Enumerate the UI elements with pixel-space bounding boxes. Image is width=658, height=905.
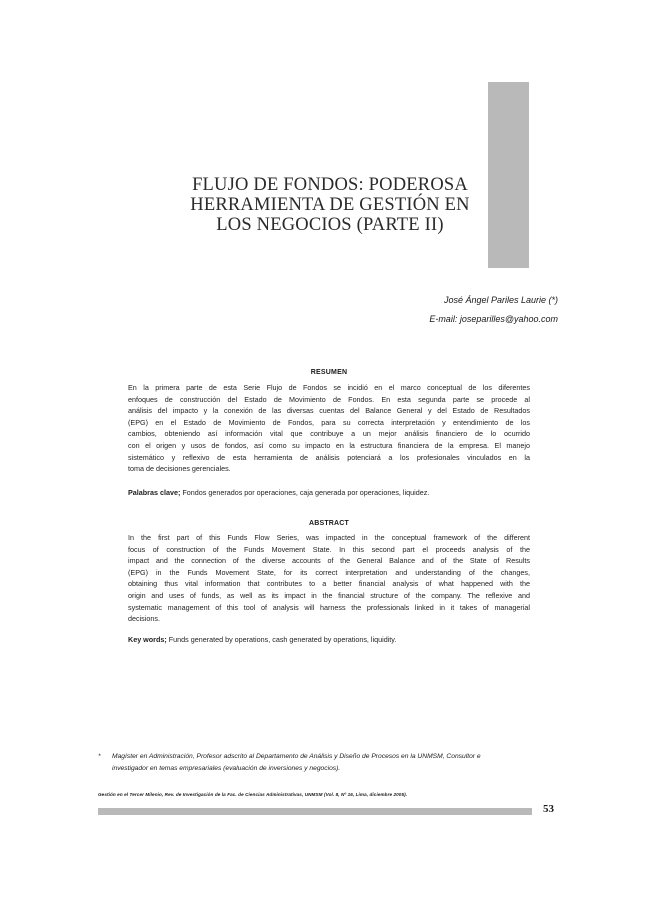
text-line: enfoques de construcción del Estado de Movimiento de Fondos. En esta segunda parte se procede al: [128, 394, 530, 404]
author-name: José Ángel Pariles Laurie (*): [443, 295, 558, 305]
footnote-mark: *: [98, 753, 101, 760]
text-line: In the first part of this Funds Flow Series, was impacted in the conceptual framework of the different: [128, 533, 530, 542]
keywords-text: Funds generated by operations, cash generated by operations, liquidity.: [166, 635, 397, 644]
text-line: systematic management of this tool of analysis will harness the professionals linked in it takes of managerial: [128, 602, 530, 612]
author-footnote: [98, 751, 560, 775]
resumen-keywords: [128, 487, 530, 499]
text-line: obtaining thus vital information that contributes to a better financial analysis of what happened with the: [128, 579, 530, 589]
text-line: impact and the connection of the diverse accounts of the General Balance and of the State of Results: [128, 556, 530, 566]
text-line: análisis del impacto y la conexión de las diversas cuentas del Balance General y del Estado de Resultados: [128, 406, 530, 416]
keywords-label: Key words;: [128, 635, 167, 644]
article-title: [150, 175, 510, 235]
author-email: E-mail: joseparilles@yahoo.com: [429, 314, 558, 324]
text-line: (EPG) en el Estado de Movimiento de Fondos, para su correcta interpretación y entendimiento de los: [128, 417, 530, 427]
abstract-heading: ABSTRACT: [308, 520, 350, 527]
text-line: toma de decisiones gerenciales.: [128, 464, 231, 474]
author-block: [429, 291, 558, 329]
page-number: 53: [543, 803, 554, 815]
text-line: cambios, obteniendo así información vital que contribuye a un mejor análisis financiero de lo ocurrido: [128, 429, 530, 439]
footnote-text: [112, 751, 560, 775]
text-line: En la primera parte de esta Serie Flujo de Fondos se incidió en el marco conceptual de los diferentes: [128, 383, 530, 392]
footnote-line: investigador en temas empresariales (evaluación de inversiones y negocios).: [112, 765, 341, 772]
text-line: focus of construction of the Funds Movement State. In this second part el proceeds analysis of the: [128, 544, 530, 554]
footnote-line: Magíster en Administración, Profesor adscrito al Departamento de Análisis y Diseño de Procesos en la UNMSM, Consultor e: [112, 753, 481, 760]
text-line: sistemático y reflexivo de esta herramienta de análisis potenciará a los profesionales vinculados en la: [128, 452, 530, 462]
title-line: FLUJO DE FONDOS: PODEROSA: [192, 175, 468, 195]
text-line: decisions.: [128, 614, 160, 624]
text-line: con el origen y usos de fondos, así como su impacto en la estructura financiera de la empresa. El manejo: [128, 440, 530, 450]
footer-gray-bar: [98, 808, 532, 815]
keywords-text: Fondos generados por operaciones, caja generada por operaciones, liquidez.: [180, 488, 430, 497]
title-line: LOS NEGOCIOS (PARTE II): [216, 215, 444, 235]
abstract-paragraph: [128, 532, 530, 625]
resumen-heading: RESUMEN: [310, 369, 348, 376]
resumen-paragraph: [128, 382, 530, 475]
text-line: (EPG) in the Funds Movement State, for its correct interpretation and understanding of the changes,: [128, 567, 530, 577]
keywords-label: Palabras clave;: [128, 488, 181, 497]
title-line: HERRAMIENTA DE GESTIÓN EN: [190, 195, 470, 215]
abstract-keywords: [128, 634, 530, 646]
journal-citation: Gestión en el Tercer Milenio, Rev. de Investigación de la Fac. de Ciencias Administrativas, UNMSM (Vol. 8, Nº 16, Lima, diciembre 2005).: [98, 792, 408, 797]
text-line: origin and uses of funds, as well as its impact in the financial structure of the company. The reflexive and: [128, 590, 530, 600]
